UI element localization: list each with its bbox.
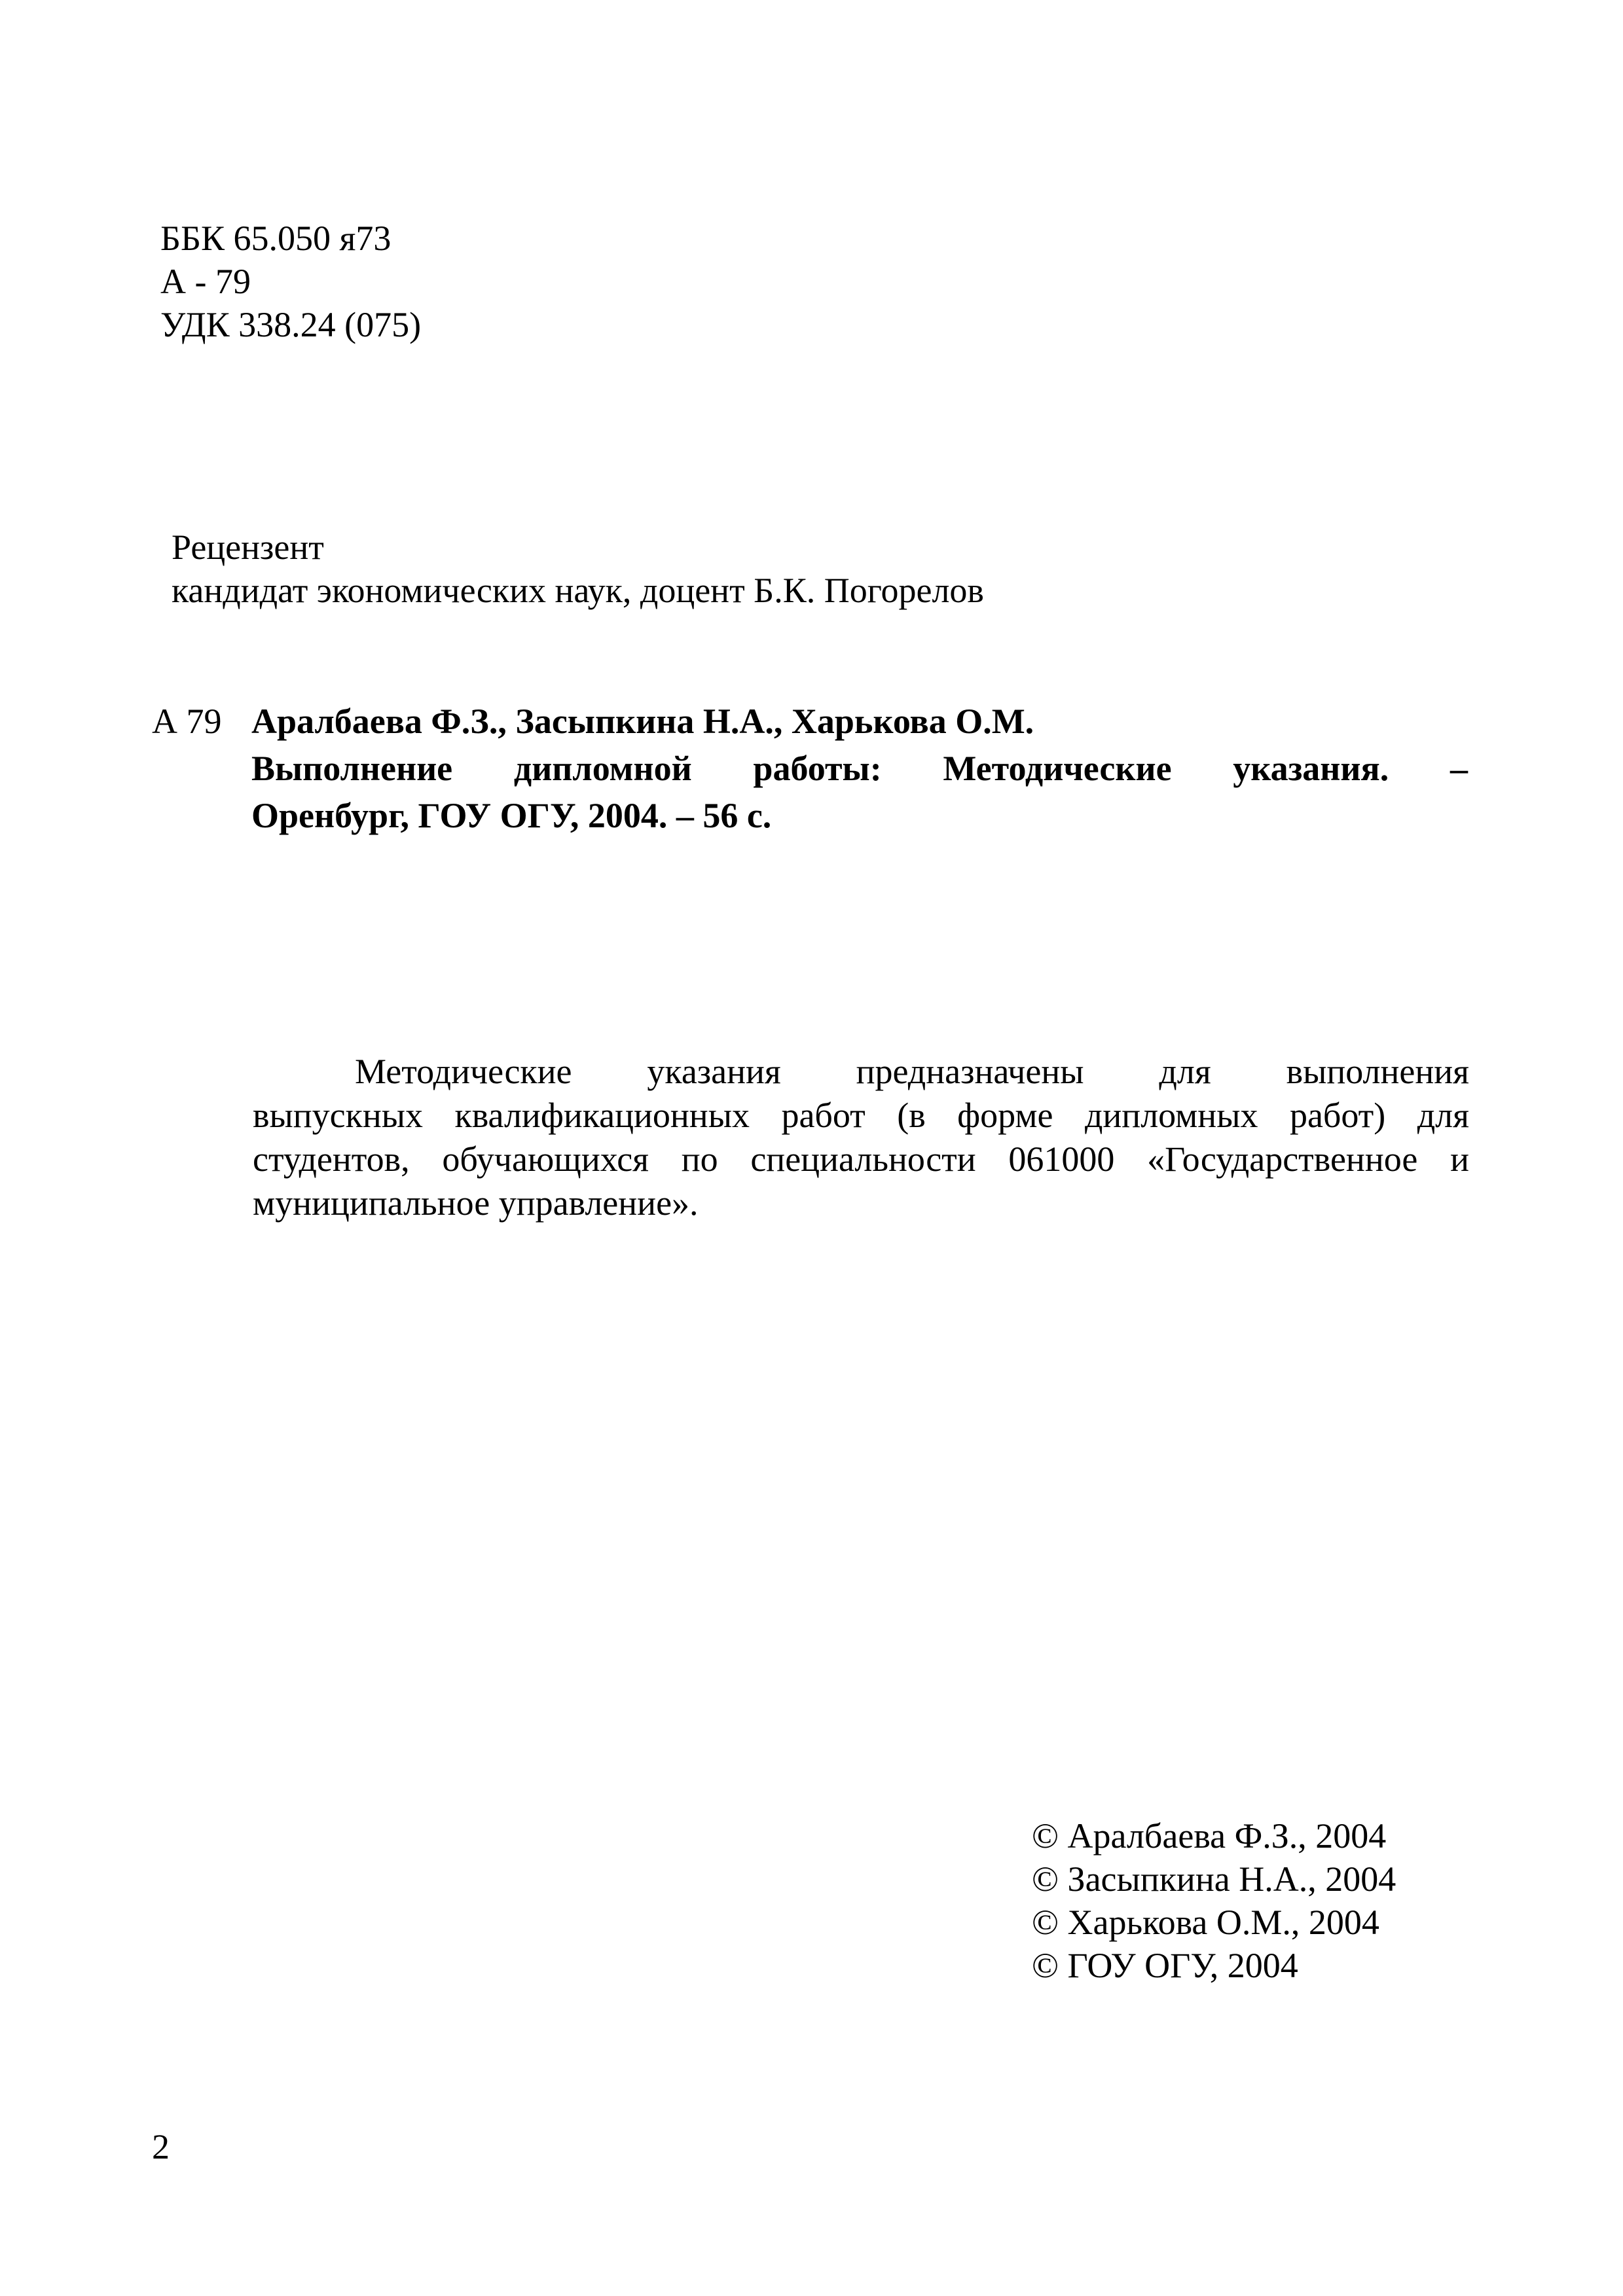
annotation-word: «Государственное [1147,1139,1418,1179]
annotation-word: обучающихся [442,1139,649,1179]
bibliographic-record [152,700,1468,851]
annotation-word: специальности [750,1139,976,1179]
annotation-word: по [681,1139,718,1179]
annotation-word: выпускных [253,1096,424,1135]
udk-code: УДК 338.24 (075) [160,305,422,344]
bbk-code: ББК 65.050 я73 [160,219,392,258]
copyright-line: © Харькова О.М., 2004 [1032,1903,1379,1942]
copyright-line: © ГОУ ОГУ, 2004 [1032,1946,1298,1985]
annotation-word: квалификационных [454,1096,750,1135]
bibliographic-title [251,747,1468,789]
title-word: Выполнение [251,749,453,788]
annotation-line: муниципальное управление». [253,1183,699,1223]
bibliographic-code: А 79 [152,702,222,741]
annotation-word: предназначены [856,1052,1084,1091]
annotation-word: студентов, [253,1139,410,1179]
annotation-line [253,1138,1469,1180]
author-index: А - 79 [160,262,251,301]
annotation-word: и [1450,1139,1469,1179]
copyright-line: © Засыпкина Н.А., 2004 [1032,1859,1396,1899]
annotation-line [253,1050,1469,1092]
title-word: Методические [943,749,1172,788]
annotation-word: (в [897,1096,926,1135]
annotation-word: 061000 [1008,1139,1115,1179]
reviewer-name: кандидат экономических наук, доцент Б.К. Погорелов [172,571,984,610]
annotation-line [253,1094,1469,1136]
page-number: 2 [152,2127,170,2166]
annotation-word: дипломных [1084,1096,1258,1135]
reviewer-label: Рецензент [172,528,324,567]
annotation-word: для [1417,1096,1469,1135]
annotation-word: работ [781,1096,866,1135]
annotation-word: для [1159,1052,1211,1091]
copyright-line: © Аралбаева Ф.З., 2004 [1032,1816,1387,1856]
annotation-word: форме [957,1096,1053,1135]
annotation-word: Методические [355,1052,572,1091]
annotation-word: работ) [1289,1096,1386,1135]
title-word: – [1450,749,1468,788]
title-word: дипломной [513,749,692,788]
bibliographic-publication: Оренбург, ГОУ ОГУ, 2004. – 56 с. [251,796,772,835]
annotation-word: указания [647,1052,781,1091]
bibliographic-authors: Аралбаева Ф.З., Засыпкина Н.А., Харькова О.М. [251,702,1034,741]
annotation-word: выполнения [1286,1052,1469,1091]
title-word: указания. [1233,749,1389,788]
title-word: работы: [753,749,882,788]
